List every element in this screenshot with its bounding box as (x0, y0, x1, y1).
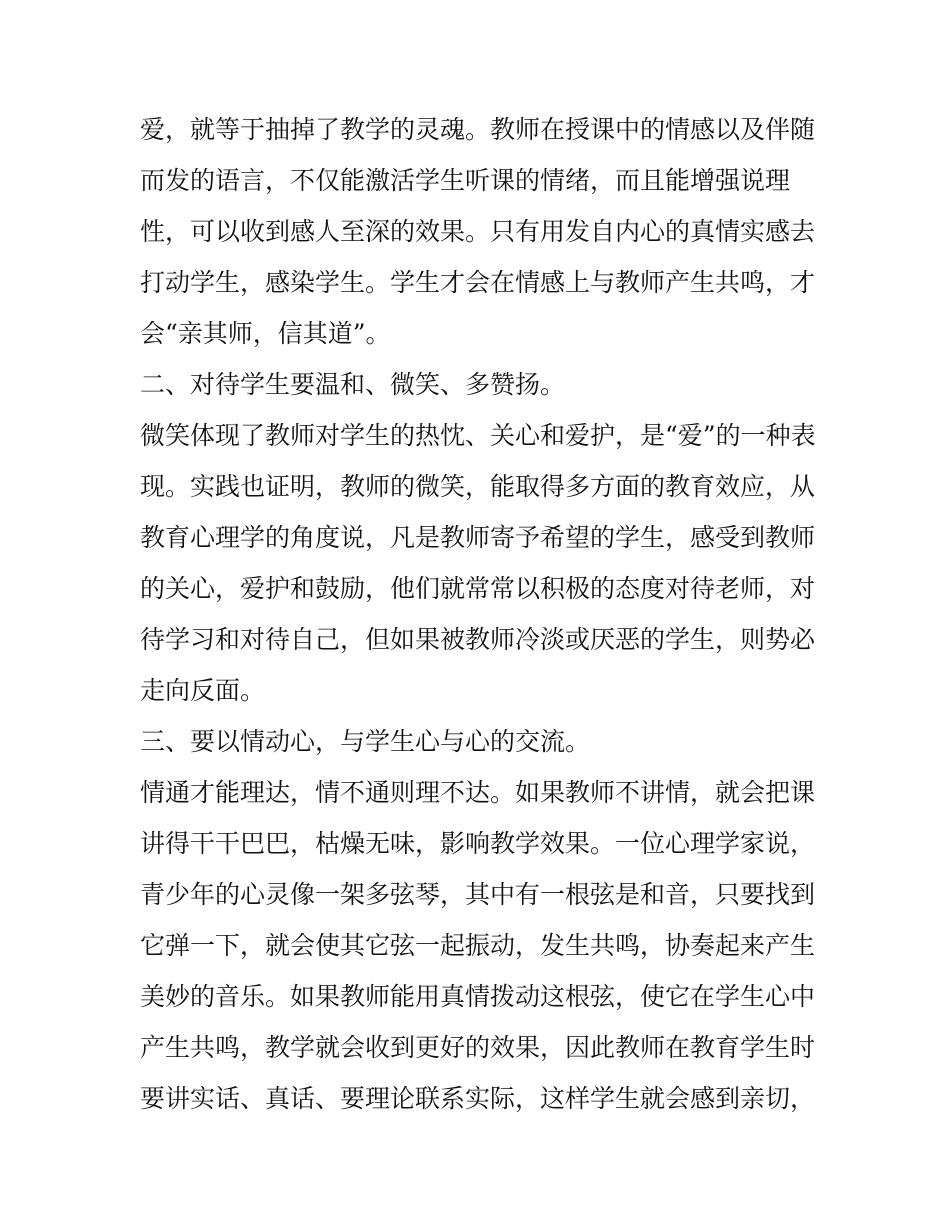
text-line: 的关心，爱护和鼓励，他们就常常以积极的态度对待老师，对 (140, 574, 816, 603)
section-heading: 三、要以情动心，与学生心与心的交流。 (140, 727, 591, 756)
text-line: 青少年的心灵像一架多弦琴，其中有一根弦是和音，只要找到 (140, 880, 816, 909)
text-line: 现。实践也证明，教师的微笑，能取得多方面的教育效应，从 (140, 472, 816, 501)
text-line: 它弹一下，就会使其它弦一起振动，发生共鸣，协奏起来产生 (140, 931, 816, 960)
text-line: 要讲实话、真话、要理论联系实际，这样学生就会感到亲切， (140, 1084, 816, 1113)
text-line: 产生共鸣，教学就会收到更好的效果，因此教师在教育学生时 (140, 1033, 816, 1062)
text-line: 情通才能理达，情不通则理不达。如果教师不讲情，就会把课 (140, 778, 816, 807)
text-line: 微笑体现了教师对学生的热忱、关心和爱护，是“爱”的一种表 (140, 421, 816, 450)
section-heading: 二、对待学生要温和、微笑、多赞扬。 (140, 370, 566, 399)
text-line: 美妙的音乐。如果教师能用真情拨动这根弦，使它在学生心中 (140, 982, 816, 1011)
text-line: 而发的语言，不仅能激活学生听课的情绪，而且能增强说理 (140, 166, 791, 195)
text-line: 走向反面。 (140, 676, 266, 705)
text-line: 会“亲其师，信其道”。 (140, 319, 391, 348)
text-line: 讲得干干巴巴，枯燥无味，影响教学效果。一位心理学家说， (140, 829, 816, 858)
text-line: 性，可以收到感人至深的效果。只有用发自内心的真情实感去 (140, 217, 816, 246)
text-line: 爱，就等于抽掉了教学的灵魂。教师在授课中的情感以及伴随 (140, 115, 816, 144)
text-line: 待学习和对待自己，但如果被教师冷淡或厌恶的学生，则势必 (140, 625, 816, 654)
text-line: 教育心理学的角度说，凡是教师寄予希望的学生，感受到教师 (140, 523, 816, 552)
text-line: 打动学生，感染学生。学生才会在情感上与教师产生共鸣，才 (140, 268, 816, 297)
body-text (140, 104, 820, 1124)
